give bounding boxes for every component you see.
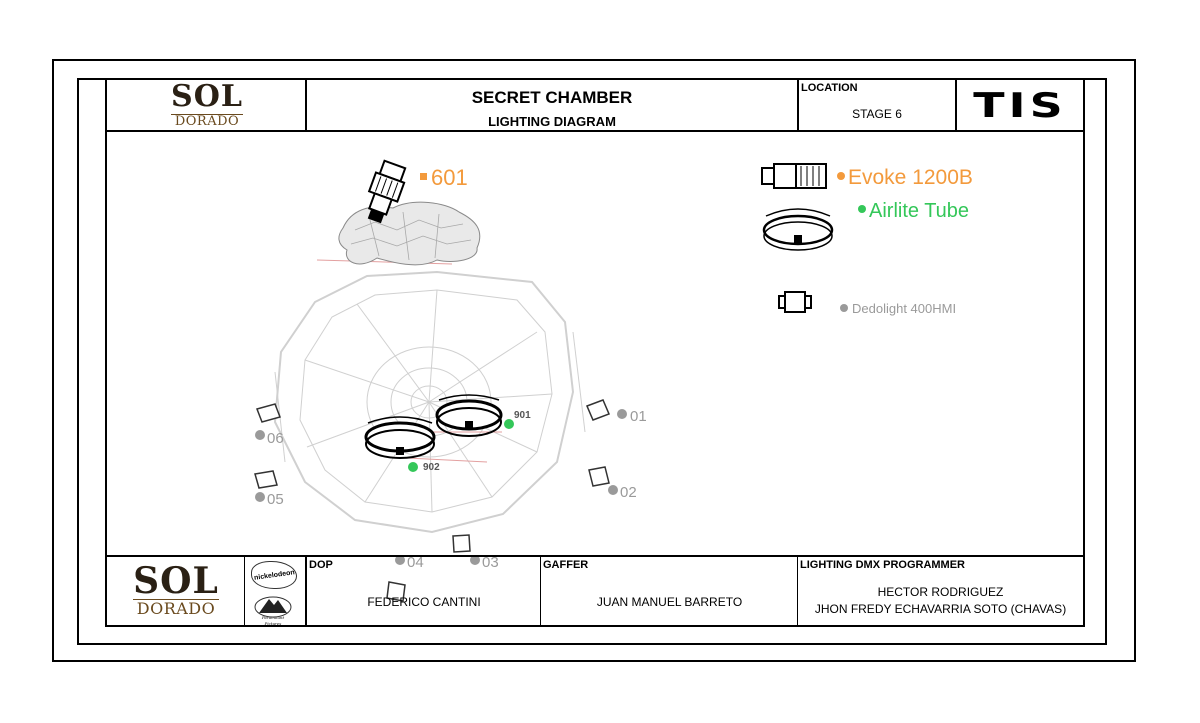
gaffer-label: GAFFER	[543, 559, 589, 571]
airlite-tube-902	[366, 417, 440, 473]
fixture-601-label: 601	[431, 165, 468, 190]
dedolight-01-label: 01	[630, 408, 647, 425]
dedolight-04-label: 04	[407, 554, 424, 571]
dedolight-02	[589, 467, 637, 501]
legend-airlite-icon	[764, 209, 832, 250]
header-logo-cell	[107, 80, 307, 132]
airlite-902-label: 902	[423, 462, 440, 473]
lighting-sheet	[105, 78, 1085, 627]
wall-extension	[573, 332, 585, 432]
footer-dmx-cell	[798, 555, 1083, 625]
paramount-mountain-icon	[253, 593, 293, 615]
dedolight-03-label: 03	[482, 554, 499, 571]
dmx-value-2: JHON FREDY ECHAVARRIA SOTO (CHAVAS)	[814, 602, 1067, 616]
location-value: STAGE 6	[852, 107, 902, 121]
fixture-601-dot	[420, 173, 427, 180]
legend	[762, 164, 973, 316]
set-floorplan	[275, 260, 585, 532]
legend-evoke-icon	[762, 164, 826, 188]
legend-dedolight-dot	[840, 304, 848, 312]
dop-label: DOP	[309, 559, 333, 571]
footer-logo-dorado-text: DORADO	[133, 599, 220, 618]
legend-dedolight-icon	[779, 292, 811, 312]
tis-logo: TIS	[973, 86, 1067, 126]
rock-prop	[339, 202, 480, 265]
dedolight-02-label: 02	[620, 484, 637, 501]
legend-airlite-label: Airlite Tube	[869, 200, 970, 222]
nickelodeon-text: nickelodeon	[253, 568, 295, 582]
page-subtitle: LIGHTING DIAGRAM	[488, 114, 616, 129]
footer-logo-sol-text: SOL	[133, 560, 219, 602]
footer-sol-dorado-logo	[107, 557, 245, 619]
web-spoke	[429, 290, 437, 402]
dedolight-01	[587, 400, 647, 425]
paramount-logo	[253, 593, 293, 626]
legend-evoke-label: Evoke 1200B	[848, 166, 973, 189]
gaffer-value: JUAN MANUEL BARRETO	[596, 595, 743, 609]
header-brand-cell	[957, 80, 1083, 132]
paramount-text: Paramount Pictures	[261, 615, 285, 626]
dmx-label: LIGHTING DMX PROGRAMMER	[800, 559, 965, 571]
dop-value: FEDERICO CANTINI	[367, 595, 481, 609]
sol-dorado-logo	[107, 80, 307, 130]
legend-dedolight-label: Dedolight 400HMI	[852, 301, 957, 316]
logo-sol-text: SOL	[171, 79, 243, 114]
page-title: SECRET CHAMBER	[471, 88, 633, 107]
footer-dop-cell	[307, 555, 541, 625]
web-spoke	[429, 332, 537, 402]
footer-studio-cell	[245, 555, 307, 625]
footer-gaffer-cell	[541, 555, 798, 625]
dedolight-05	[255, 471, 284, 508]
dedolight-05-label: 05	[267, 491, 284, 508]
airlite-901-label: 901	[514, 410, 531, 421]
logo-dorado-text: DORADO	[171, 114, 243, 129]
dmx-value-1: HECTOR RODRIGUEZ	[877, 585, 1004, 599]
header-location-cell	[799, 80, 957, 132]
legend-airlite-dot	[858, 205, 866, 213]
floorplan-outer-wall	[275, 272, 573, 532]
header-title-cell	[307, 80, 799, 132]
dedolight-06-label: 06	[267, 430, 284, 447]
footer-logo-cell	[107, 555, 245, 625]
web-spoke	[357, 304, 429, 402]
nickelodeon-logo	[251, 561, 297, 589]
location-label: LOCATION	[801, 82, 858, 94]
legend-evoke-dot	[837, 172, 845, 180]
